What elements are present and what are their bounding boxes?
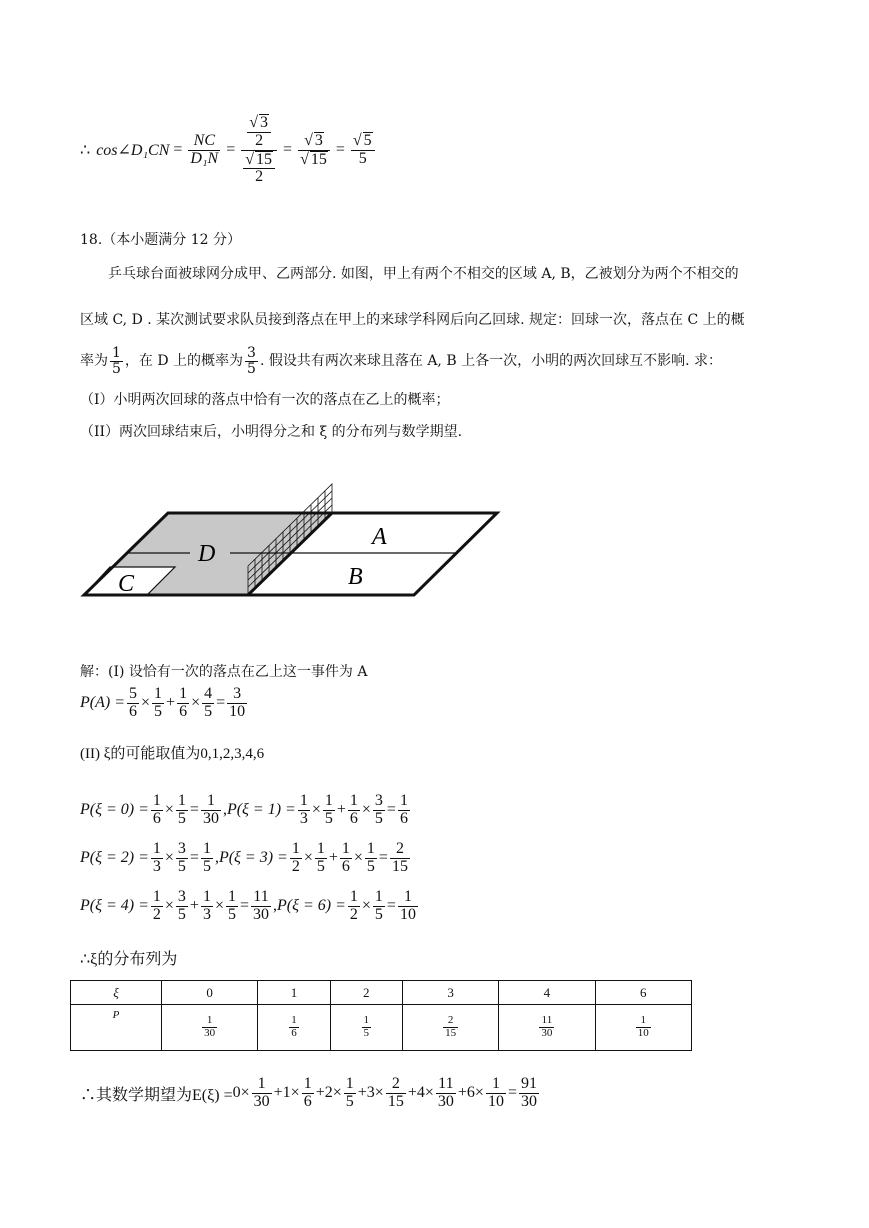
fraction: $\frac{2}{15}$ [391, 839, 408, 875]
table-cell-p [162, 1005, 258, 1051]
fraction: $\frac{1}{5}$ [316, 839, 325, 875]
table-cell-p [330, 1005, 402, 1051]
fraction: $\frac{1}{30}$ [253, 1075, 270, 1110]
frac-compound: $\frac{\frac{√ 3}{2}}{\frac{√ 15}{2}}$ [241, 114, 277, 186]
ping-pong-table-figure [80, 480, 510, 605]
fraction: $\frac{1}{2}$ [291, 839, 300, 875]
distribution-table [70, 980, 692, 1051]
fraction: $\frac{1}{3}$ [152, 839, 161, 875]
label-d: D [198, 541, 216, 567]
fraction: $\frac{1}{10}$ [637, 1014, 649, 1039]
fraction: $\frac{1}{6}$ [349, 791, 358, 827]
probability-lines [80, 786, 420, 930]
fraction: $\frac{1}{6}$ [291, 1014, 297, 1039]
table-cell-xi: 6 [595, 981, 691, 1005]
label-a: A [372, 524, 387, 550]
table-cell-xi: 4 [499, 981, 595, 1005]
fraction: $\frac{3}{5}$ [177, 887, 186, 923]
frac-nc-d1n: $\frac{NC}{\text{D₁N}}$ [190, 131, 219, 167]
fraction: $\frac{1}{6}$ [399, 791, 408, 827]
fraction: $\frac{1}{5}$ [345, 1075, 354, 1110]
fraction: $\frac{1}{3}$ [202, 887, 211, 923]
fraction: $\frac{1}{6}$ [341, 839, 350, 875]
fraction: $\frac{1}{5}$ [177, 791, 186, 827]
therefore-symbol: ∴ [80, 142, 91, 159]
fraction: $\frac{3}{5}$ [177, 839, 186, 875]
probability-line: P(ξ = 0) = $\frac{1}{6}$ × $\frac{1}{5}$ = $\frac{1}{30}$ , P(ξ = 1) = $\frac{1}{3}$ × $\frac{1}{5}$ + $\frac{1}{6}$ × $\frac{3}{5}$ = $\frac{1}{6}$ [80, 791, 408, 827]
fraction: $\frac{1}{6}$ [152, 791, 161, 827]
fraction: $\frac{1}{5}$ [363, 1014, 369, 1039]
fraction: $\frac{91}{30}$ [520, 1075, 537, 1110]
table-cell-p [595, 1005, 691, 1051]
fraction: $\frac{1}{2}$ [152, 887, 161, 923]
question-2: （II）两次回球结束后，小明得分之和 ξ 的分布列与数学期望. [80, 424, 463, 440]
table-cell-xi: 0 [162, 981, 258, 1005]
fraction: $\frac{1}{5}$ [227, 887, 236, 923]
probability-line: P(ξ = 2) = $\frac{1}{3}$ × $\frac{3}{5}$ = $\frac{1}{5}$ , P(ξ = 3) = $\frac{1}{2}$ × $\frac{1}{5}$ + $\frac{1}{6}$ × $\frac{1}{5}$ = $\frac{2}{15}$ [80, 839, 408, 875]
fraction: $\frac{11}{30}$ [541, 1014, 553, 1039]
fraction: $\frac{1}{5}$ [202, 839, 211, 875]
problem-line-3: 率为 $\frac{1}{5}$ ，在 D 上的概率为 $\frac{3}{5}$ . 假设共有两次来球且落在 A, B 上各一次，小明的两次回球互不影响. 求： [80, 345, 722, 377]
xi-header: ξ [71, 981, 162, 1005]
expectation-equation: ∴其数学期望为E(ξ) = 0× $\frac{1}{30}$ + 1× $\frac{1}{6}$ + 2× $\frac{1}{5}$ + 3× $\frac{2}{15}$ + 4× $\frac{11}{30}$ + 6× $\frac{1}{10}$ = $\frac{91}{30}$ [80, 1075, 537, 1110]
fraction: $\frac{1}{30}$ [202, 791, 219, 827]
table-cell-p [499, 1005, 595, 1051]
frac-sqrt5-5: $\frac{√ 5}{5}$ [351, 132, 375, 168]
table-cell-p [402, 1005, 498, 1051]
probability-line: P(ξ = 4) = $\frac{1}{2}$ × $\frac{3}{5}$ + $\frac{1}{3}$ × $\frac{1}{5}$ = $\frac{11}{30}$ , P(ξ = 6) = $\frac{1}{2}$ × $\frac{1}{5}$ = $\frac{1}{10}$ [80, 887, 416, 923]
table-cell-xi: 2 [330, 981, 402, 1005]
xi-values: (II) ξ的可能取值为0,1,2,3,4,6 [80, 746, 265, 762]
fraction: $\frac{1}{10}$ [487, 1075, 504, 1110]
table-cell-p [258, 1005, 330, 1051]
fraction: $\frac{1}{5}$ [374, 887, 383, 923]
fraction: $\frac{1}{6}$ [303, 1075, 312, 1110]
fraction: $\frac{11}{30}$ [437, 1075, 454, 1110]
pa-equation: P(A) = $\frac{5}{6}$ × $\frac{1}{5}$ + $\frac{1}{6}$ × $\frac{4}{5}$ = $\frac{3}{10}$ [80, 685, 246, 720]
cos-lhs: cos∠D₁CN [96, 142, 170, 159]
fraction: $\frac{2}{15}$ [387, 1075, 404, 1110]
table-cell-xi: 1 [258, 981, 330, 1005]
distribution-title: ∴ξ的分布列为 [80, 951, 178, 968]
problem-line-2: 区域 C, D . 某次测试要求队员接到落点在甲上的来球学科网后向乙回球. 规定：回球一次，落点在 C 上的概 [80, 312, 745, 328]
fraction: $\frac{3}{5}$ [374, 791, 383, 827]
fraction: $\frac{1}{10}$ [399, 887, 416, 923]
fraction: $\frac{11}{30}$ [253, 887, 269, 923]
fraction: $\frac{1}{30}$ [204, 1014, 216, 1039]
fraction: $\frac{1}{2}$ [349, 887, 358, 923]
fraction: $\frac{1}{5}$ [366, 839, 375, 875]
cos-equation: ∴ cos∠D₁CN = $\frac{NC}{\text{D₁N}}$ = $\frac{\frac{√ 3}{2}}{\frac{√ 15}{2}}$ = $\frac{√ 3}{√ 15}$ = $\frac{√ 5}{5}$ [80, 105, 377, 195]
solution-intro: 解：(I) 设恰有一次的落点在乙上这一事件为 A [80, 664, 368, 680]
question-1: （I）小明两次回球的落点中恰有一次的落点在乙上的概率； [80, 392, 450, 408]
table-cell-xi: 3 [402, 981, 498, 1005]
problem-heading: 18.（本小题满分 12 分） [80, 232, 241, 248]
label-c: C [118, 571, 135, 597]
fraction: $\frac{1}{5}$ [324, 791, 333, 827]
problem-line-1: 乒乓球台面被球网分成甲、乙两部分. 如图，甲上有两个不相交的区域 A, B，乙被划分为两个不相交的 [108, 266, 739, 282]
label-b: B [348, 564, 363, 590]
frac-sqrt3-sqrt15: $\frac{√ 3}{√ 15}$ [298, 132, 330, 169]
fraction: $\frac{1}{3}$ [299, 791, 308, 827]
p-header: P [71, 1005, 162, 1051]
fraction: $\frac{2}{15}$ [445, 1014, 457, 1039]
